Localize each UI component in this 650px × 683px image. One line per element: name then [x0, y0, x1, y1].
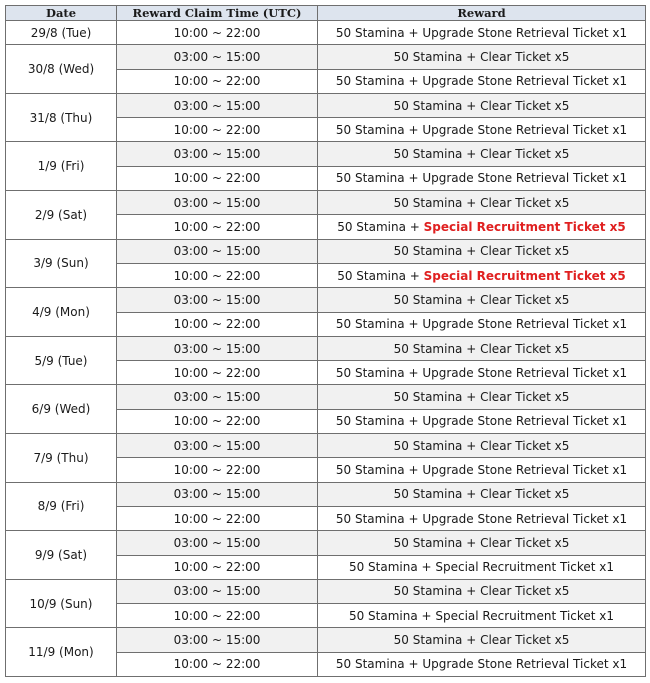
- reward-base-text: 50 Stamina +: [393, 535, 481, 550]
- reward-item-text: Special Recruitment Ticket x1: [435, 608, 615, 623]
- claim-time-cell: 10:00 ~ 22:00: [117, 458, 318, 482]
- date-cell: 29/8 (Tue): [6, 21, 117, 45]
- reward-base-text: 50 Stamina +: [335, 365, 423, 380]
- schedule-row: [6, 93, 646, 117]
- reward-item-text: Clear Ticket x5: [480, 341, 570, 356]
- reward-cell: [318, 482, 646, 506]
- claim-time-cell: 03:00 ~ 15:00: [117, 434, 318, 458]
- claim-time-cell: 03:00 ~ 15:00: [117, 628, 318, 652]
- date-cell: 5/9 (Tue): [6, 336, 117, 385]
- reward-base-text: 50 Stamina +: [393, 244, 481, 259]
- reward-cell: [318, 604, 646, 628]
- claim-time-cell: 03:00 ~ 15:00: [117, 336, 318, 360]
- schedule-row: [6, 21, 646, 45]
- reward-cell: [318, 434, 646, 458]
- reward-item-text: Upgrade Stone Retrieval Ticket x1: [422, 317, 628, 332]
- reward-item-text: Upgrade Stone Retrieval Ticket x1: [422, 511, 628, 526]
- reward-cell: [318, 21, 646, 45]
- date-cell: 7/9 (Thu): [6, 434, 117, 483]
- reward-cell: [318, 652, 646, 676]
- date-cell: 30/8 (Wed): [6, 45, 117, 94]
- claim-time-cell: 03:00 ~ 15:00: [117, 239, 318, 263]
- date-cell: 6/9 (Wed): [6, 385, 117, 434]
- header-reward: Reward: [318, 6, 646, 21]
- reward-base-text: 50 Stamina +: [335, 462, 423, 477]
- reward-cell: [318, 506, 646, 530]
- claim-time-cell: 10:00 ~ 22:00: [117, 555, 318, 579]
- date-cell: 2/9 (Sat): [6, 191, 117, 240]
- date-cell: 9/9 (Sat): [6, 531, 117, 580]
- reward-base-text: 50 Stamina +: [393, 195, 481, 210]
- reward-item-text: Clear Ticket x5: [480, 147, 570, 162]
- schedule-row: [6, 579, 646, 603]
- reward-cell: [318, 312, 646, 336]
- reward-cell: [318, 579, 646, 603]
- reward-item-text: Clear Ticket x5: [480, 195, 570, 210]
- header-claim-time: Reward Claim Time (UTC): [117, 6, 318, 21]
- reward-cell: [318, 409, 646, 433]
- reward-item-text: Special Recruitment Ticket x5: [423, 220, 626, 235]
- claim-time-cell: 10:00 ~ 22:00: [117, 312, 318, 336]
- reward-item-text: Clear Ticket x5: [480, 292, 570, 307]
- reward-cell: [318, 458, 646, 482]
- reward-base-text: 50 Stamina +: [348, 560, 436, 575]
- reward-cell: [318, 239, 646, 263]
- reward-item-text: Upgrade Stone Retrieval Ticket x1: [422, 414, 628, 429]
- claim-time-cell: 03:00 ~ 15:00: [117, 482, 318, 506]
- reward-cell: [318, 555, 646, 579]
- claim-time-cell: 03:00 ~ 15:00: [117, 191, 318, 215]
- claim-time-cell: 03:00 ~ 15:00: [117, 288, 318, 312]
- schedule-row: [6, 482, 646, 506]
- reward-item-text: Clear Ticket x5: [480, 633, 570, 648]
- reward-item-text: Upgrade Stone Retrieval Ticket x1: [422, 122, 628, 137]
- reward-cell: [318, 531, 646, 555]
- claim-time-cell: 10:00 ~ 22:00: [117, 118, 318, 142]
- reward-base-text: 50 Stamina +: [335, 171, 423, 186]
- reward-base-text: 50 Stamina +: [393, 147, 481, 162]
- schedule-body: [6, 21, 646, 677]
- header-date: Date: [6, 6, 117, 21]
- reward-base-text: 50 Stamina +: [393, 49, 481, 64]
- date-cell: 4/9 (Mon): [6, 288, 117, 337]
- schedule-row: [6, 628, 646, 652]
- reward-item-text: Upgrade Stone Retrieval Ticket x1: [422, 462, 628, 477]
- reward-item-text: Upgrade Stone Retrieval Ticket x1: [422, 74, 628, 89]
- reward-item-text: Special Recruitment Ticket x5: [423, 268, 626, 283]
- reward-cell: [318, 142, 646, 166]
- reward-cell: [318, 93, 646, 117]
- reward-item-text: Clear Ticket x5: [480, 49, 570, 64]
- reward-cell: [318, 263, 646, 287]
- schedule-row: [6, 434, 646, 458]
- claim-time-cell: 03:00 ~ 15:00: [117, 142, 318, 166]
- claim-time-cell: 10:00 ~ 22:00: [117, 652, 318, 676]
- date-cell: 11/9 (Mon): [6, 628, 117, 677]
- reward-base-text: 50 Stamina +: [335, 414, 423, 429]
- date-cell: 31/8 (Thu): [6, 93, 117, 142]
- schedule-row: [6, 288, 646, 312]
- claim-time-cell: 10:00 ~ 22:00: [117, 166, 318, 190]
- reward-base-text: 50 Stamina +: [335, 317, 423, 332]
- reward-base-text: 50 Stamina +: [393, 341, 481, 356]
- schedule-row: [6, 142, 646, 166]
- schedule-row: [6, 336, 646, 360]
- reward-item-text: Clear Ticket x5: [480, 244, 570, 259]
- reward-item-text: Upgrade Stone Retrieval Ticket x1: [422, 657, 628, 672]
- reward-item-text: Upgrade Stone Retrieval Ticket x1: [422, 25, 628, 40]
- reward-base-text: 50 Stamina +: [335, 511, 423, 526]
- reward-cell: [318, 45, 646, 69]
- reward-base-text: 50 Stamina +: [393, 438, 481, 453]
- reward-cell: [318, 628, 646, 652]
- schedule-row: [6, 191, 646, 215]
- claim-time-cell: 10:00 ~ 22:00: [117, 69, 318, 93]
- reward-base-text: 50 Stamina +: [393, 584, 481, 599]
- claim-time-cell: 03:00 ~ 15:00: [117, 93, 318, 117]
- schedule-row: [6, 385, 646, 409]
- reward-cell: [318, 336, 646, 360]
- schedule-row: [6, 239, 646, 263]
- reward-base-text: 50 Stamina +: [393, 98, 481, 113]
- claim-time-cell: 10:00 ~ 22:00: [117, 263, 318, 287]
- reward-base-text: 50 Stamina +: [393, 487, 481, 502]
- reward-item-text: Clear Ticket x5: [480, 487, 570, 502]
- claim-time-cell: 10:00 ~ 22:00: [117, 604, 318, 628]
- reward-item-text: Clear Ticket x5: [480, 438, 570, 453]
- claim-time-cell: 03:00 ~ 15:00: [117, 531, 318, 555]
- reward-item-text: Clear Ticket x5: [480, 98, 570, 113]
- reward-cell: [318, 118, 646, 142]
- reward-item-text: Upgrade Stone Retrieval Ticket x1: [422, 365, 628, 380]
- claim-time-cell: 10:00 ~ 22:00: [117, 215, 318, 239]
- reward-base-text: 50 Stamina +: [337, 268, 424, 283]
- claim-time-cell: 10:00 ~ 22:00: [117, 21, 318, 45]
- date-cell: 1/9 (Fri): [6, 142, 117, 191]
- reward-item-text: Clear Ticket x5: [480, 584, 570, 599]
- reward-base-text: 50 Stamina +: [335, 74, 423, 89]
- claim-time-cell: 10:00 ~ 22:00: [117, 409, 318, 433]
- claim-time-cell: 03:00 ~ 15:00: [117, 385, 318, 409]
- reward-item-text: Special Recruitment Ticket x1: [435, 560, 615, 575]
- reward-base-text: 50 Stamina +: [393, 633, 481, 648]
- reward-base-text: 50 Stamina +: [337, 220, 424, 235]
- reward-cell: [318, 166, 646, 190]
- reward-item-text: Clear Ticket x5: [480, 535, 570, 550]
- reward-cell: [318, 385, 646, 409]
- schedule-row: [6, 531, 646, 555]
- reward-base-text: 50 Stamina +: [393, 390, 481, 405]
- reward-base-text: 50 Stamina +: [335, 657, 423, 672]
- claim-time-cell: 10:00 ~ 22:00: [117, 361, 318, 385]
- claim-time-cell: 03:00 ~ 15:00: [117, 45, 318, 69]
- reward-item-text: Clear Ticket x5: [480, 390, 570, 405]
- claim-time-cell: 03:00 ~ 15:00: [117, 579, 318, 603]
- reward-cell: [318, 69, 646, 93]
- reward-base-text: 50 Stamina +: [348, 608, 436, 623]
- reward-item-text: Upgrade Stone Retrieval Ticket x1: [422, 171, 628, 186]
- date-cell: 8/9 (Fri): [6, 482, 117, 531]
- reward-cell: [318, 215, 646, 239]
- date-cell: 3/9 (Sun): [6, 239, 117, 288]
- reward-cell: [318, 191, 646, 215]
- claim-time-cell: 10:00 ~ 22:00: [117, 506, 318, 530]
- reward-cell: [318, 288, 646, 312]
- date-cell: 10/9 (Sun): [6, 579, 117, 628]
- reward-cell: [318, 361, 646, 385]
- reward-base-text: 50 Stamina +: [335, 25, 423, 40]
- reward-base-text: 50 Stamina +: [335, 122, 423, 137]
- schedule-row: [6, 45, 646, 69]
- reward-schedule-table: [5, 5, 646, 677]
- header-row: [6, 6, 646, 21]
- reward-base-text: 50 Stamina +: [393, 292, 481, 307]
